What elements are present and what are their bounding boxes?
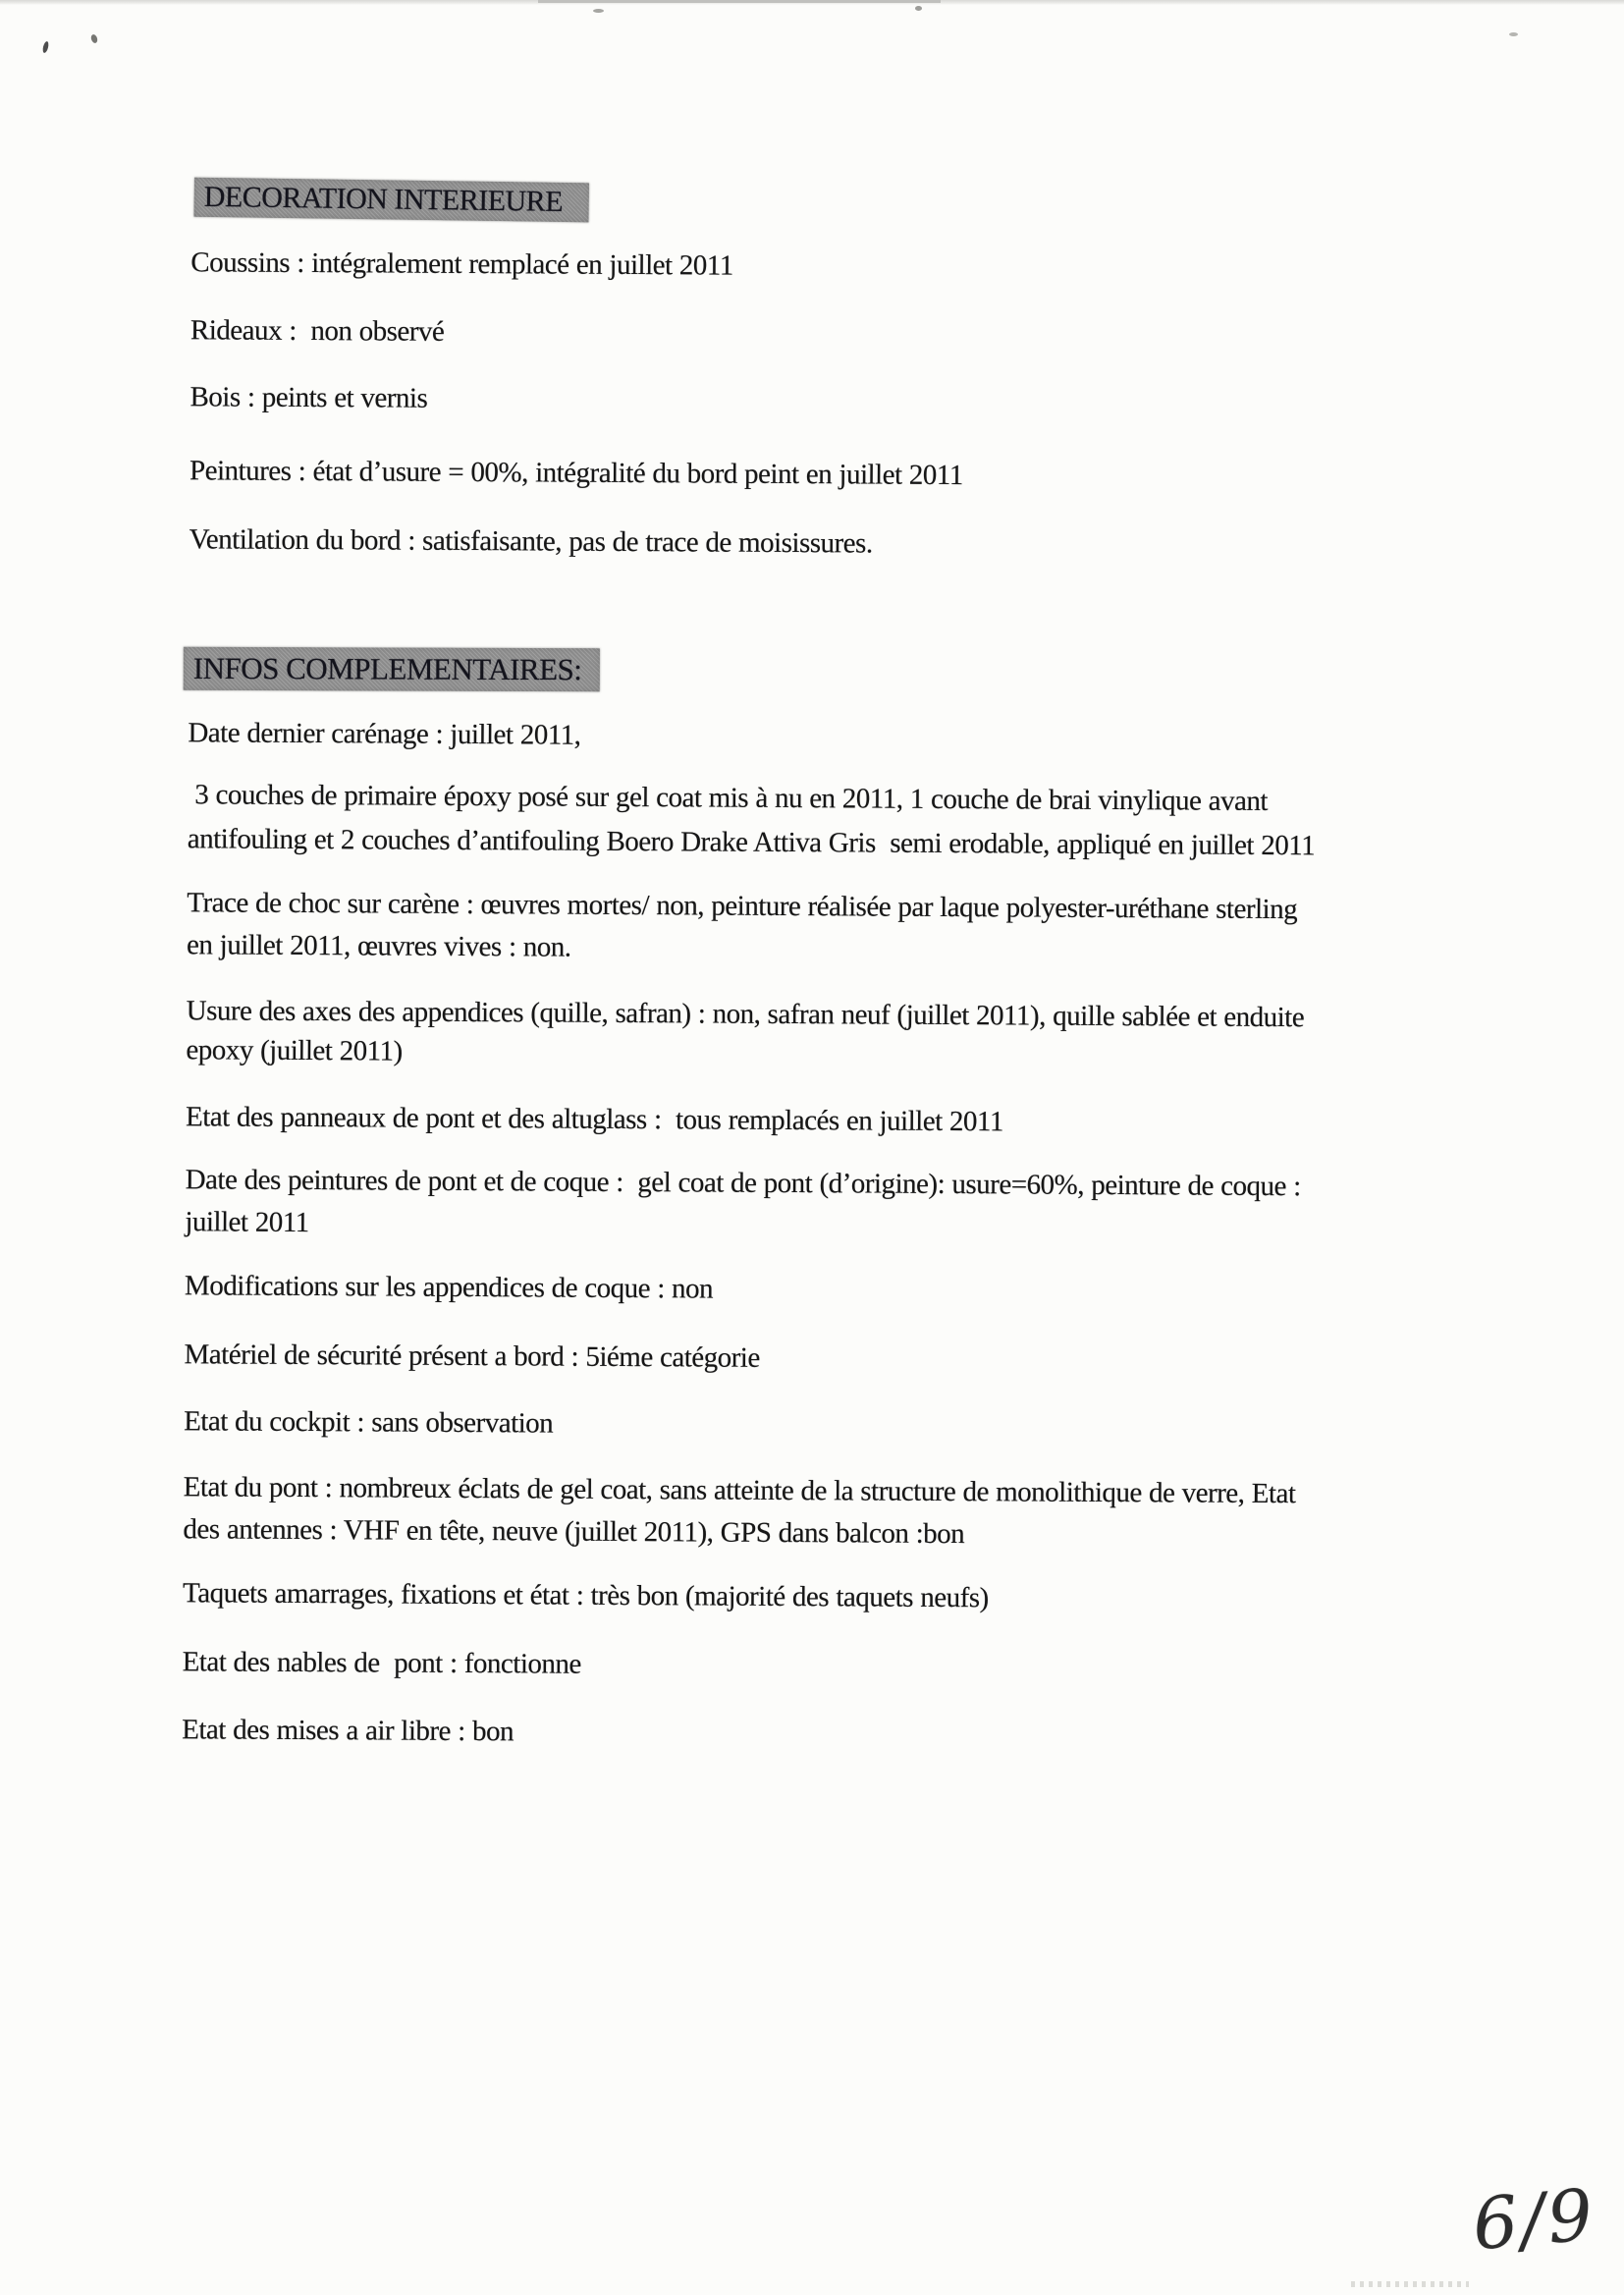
line-rideaux: Rideaux : non observé [189, 314, 445, 348]
line-couches-primaire-2: antifouling et 2 couches d’antifouling Boero Drake Attiva Gris semi erodable, appliqué en juillet 2011 [187, 823, 1316, 862]
line-etat-pont-1: Etat du pont : nombreux éclats de gel coat, sans atteinte de la structure de monolithique de verre, Etat [183, 1471, 1296, 1510]
line-usure-axes-1: Usure des axes des appendices (quille, safran) : non, safran neuf (juillet 2011), quille sablée et enduite [186, 995, 1305, 1034]
line-peintures-pont-coque-1: Date des peintures de pont et de coque : gel coat de pont (d’origine): usure=60%, peinture de coque : [185, 1164, 1301, 1203]
line-taquets: Taquets amarrages, fixations et état : très bon (majorité des taquets neufs) [182, 1577, 989, 1614]
line-peintures-pont-coque-2: juillet 2011 [185, 1206, 309, 1239]
line-etat-cockpit: Etat du cockpit : sans observation [184, 1405, 554, 1440]
line-modifications-appendices: Modifications sur les appendices de coque : non [184, 1270, 714, 1305]
line-date-carenage: Date dernier carénage : juillet 2011, [188, 717, 581, 751]
line-ventilation: Ventilation du bord : satisfaisante, pas de trace de moisissures. [189, 523, 873, 560]
line-usure-axes-2: epoxy (juillet 2011) [186, 1034, 403, 1067]
line-etat-pont-2: des antennes : VHF en tête, neuve (juillet 2011), GPS dans balcon :bon [183, 1513, 965, 1551]
line-mises-air-libre: Etat des mises a air libre : bon [182, 1714, 514, 1748]
section-header-infos-complementaires: INFOS COMPLEMENTAIRES: [184, 647, 600, 691]
line-trace-choc-1: Trace de choc sur carène : œuvres mortes/ non, peinture réalisée par laque polyester-uréthane sterling [187, 887, 1298, 926]
line-coussins: Coussins : intégralement remplacé en juillet 2011 [190, 246, 733, 282]
section-header-decoration-interieure: DECORATION INTERIEURE [193, 178, 589, 223]
line-peintures: Peintures : état d’usure = 00%, intégralité du bord peint en juillet 2011 [189, 455, 963, 492]
line-nables-pont: Etat des nables de pont : fonctionne [182, 1646, 581, 1680]
line-bois: Bois : peints et vernis [189, 381, 428, 414]
handwritten-page-number: 6/9 [1469, 2172, 1599, 2267]
line-couches-primaire-1: 3 couches de primaire époxy posé sur gel coat mis à nu en 2011, 1 couche de brai vinylique avant [187, 779, 1269, 817]
line-panneaux-pont: Etat des panneaux de pont et des altuglass : tous remplacés en juillet 2011 [185, 1101, 1003, 1138]
line-trace-choc-2: en juillet 2011, œuvres vives : non. [187, 929, 571, 963]
line-materiel-securite: Matériel de sécurité présent a bord : 5iéme catégorie [184, 1339, 760, 1374]
